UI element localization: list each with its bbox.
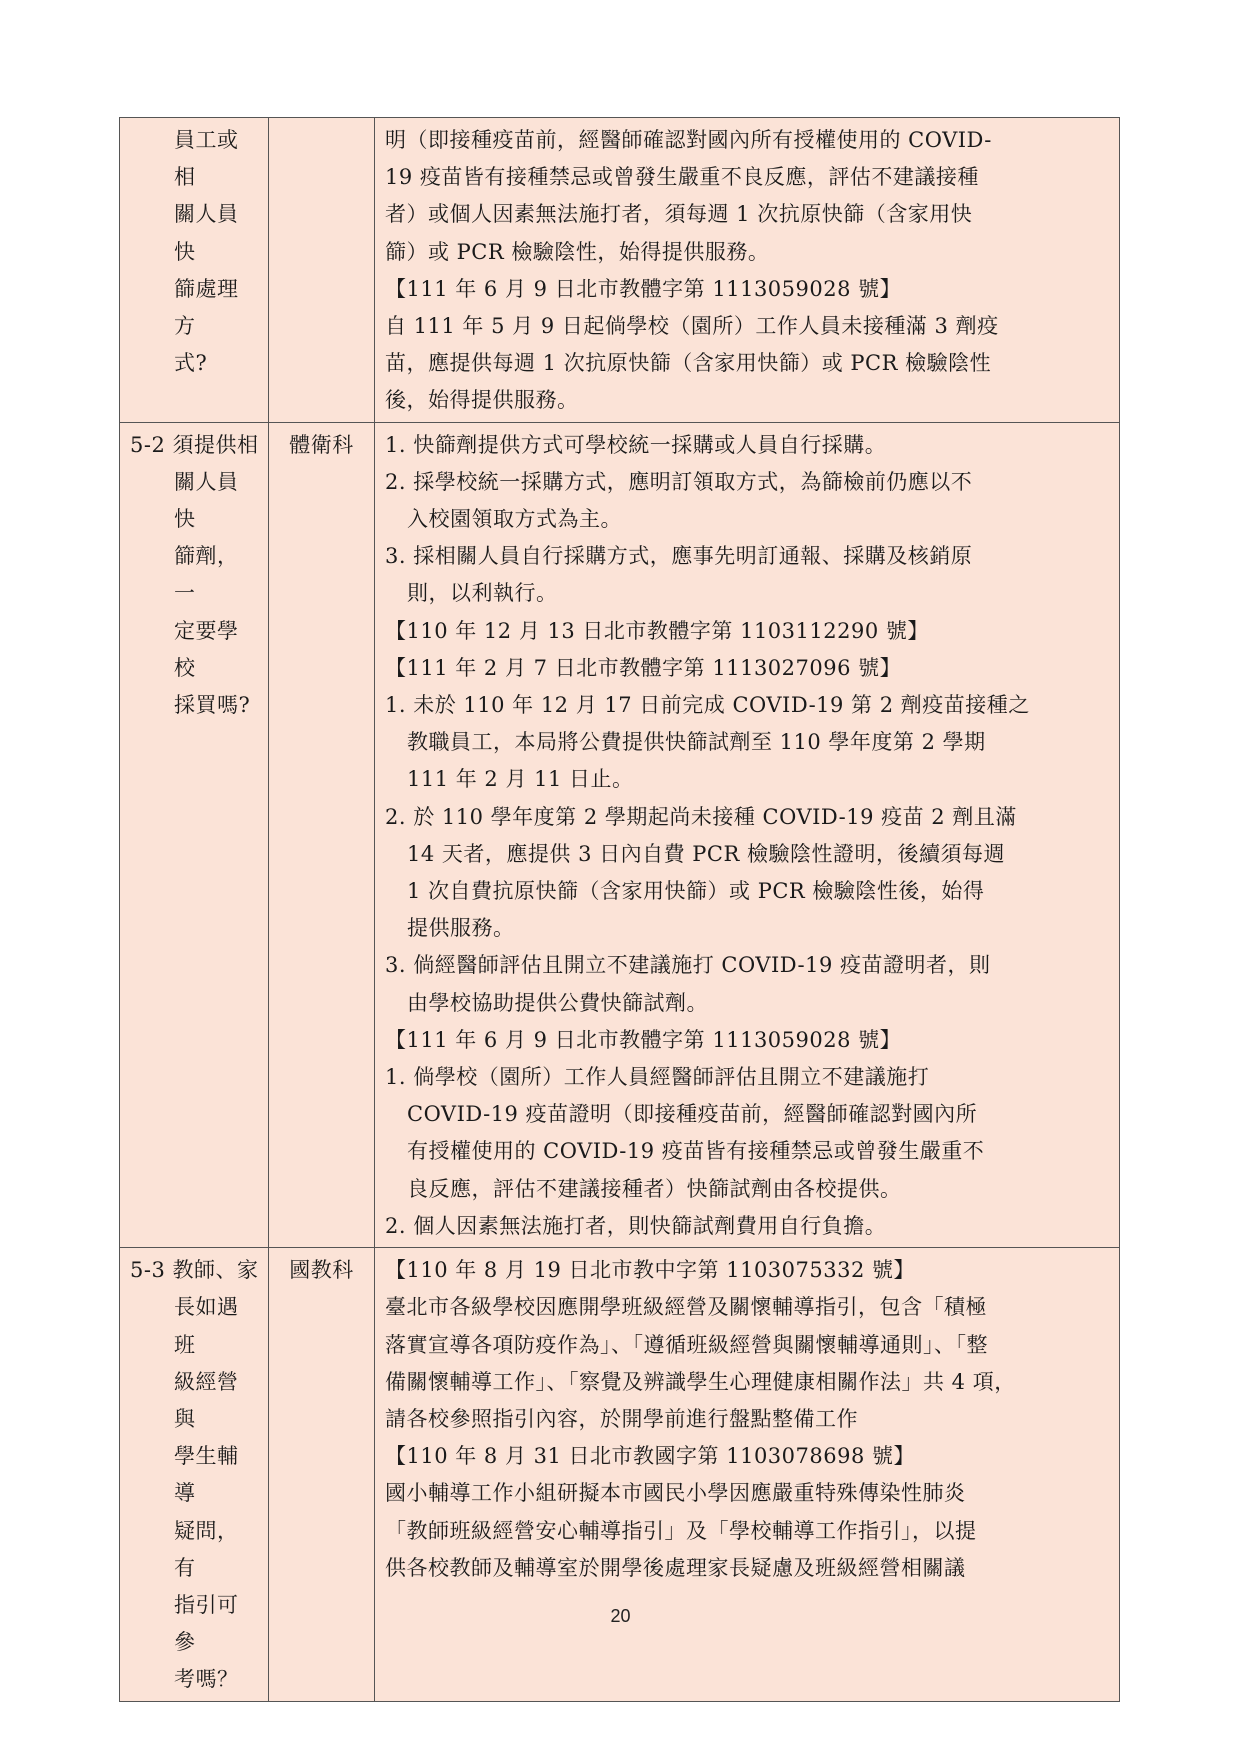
question-line: 關人員快 bbox=[174, 469, 239, 532]
answer-cell bbox=[375, 1248, 1120, 1701]
answer-line: 入校園領取方式為主。 bbox=[407, 507, 622, 532]
answer-line: 篩）或 PCR 檢驗陰性，始得提供服務。 bbox=[385, 239, 770, 264]
answer-line: 【111 年 6 月 9 日北市教體字第 1113059028 號】 bbox=[385, 276, 902, 301]
page-number: 20 bbox=[610, 1606, 631, 1626]
question-line: 5-3 教師、家 bbox=[130, 1258, 259, 1283]
question-line: 5-2 須提供相 bbox=[130, 432, 259, 457]
answer-line: COVID-19 疫苗證明（即接種疫苗前，經醫師確認對國內所 bbox=[407, 1102, 978, 1127]
question-line: 學生輔導 bbox=[174, 1444, 239, 1506]
answer-line: 【111 年 6 月 9 日北市教體字第 1113059028 號】 bbox=[385, 1027, 902, 1052]
answer-line: 111 年 2 月 11 日止。 bbox=[407, 767, 634, 792]
question-cell bbox=[120, 118, 269, 423]
answer-line: 3. 採相關人員自行採購方式，應事先明訂通報、採購及核銷原 bbox=[385, 544, 973, 569]
question-line: 指引可參 bbox=[174, 1592, 239, 1655]
question-line: 考嗎？ bbox=[174, 1667, 239, 1692]
answer-line: 教職員工，本局將公費提供快篩試劑至 110 學年度第 2 學期 bbox=[407, 730, 986, 755]
answer-line: 14 天者，應提供 3 日內自費 PCR 檢驗陰性證明，後續須每週 bbox=[407, 841, 1005, 866]
unit-cell bbox=[269, 118, 375, 423]
answer-line: 由學校協助提供公費快篩試劑。 bbox=[407, 990, 708, 1015]
question-line: 篩處理方 bbox=[174, 276, 239, 339]
table-row bbox=[120, 1248, 1120, 1701]
question-cell bbox=[120, 1248, 269, 1701]
answer-line: 【110 年 8 月 19 日北市教中字第 1103075332 號】 bbox=[385, 1258, 915, 1283]
answer-cell bbox=[375, 118, 1120, 423]
question-line: 定要學校 bbox=[174, 618, 239, 680]
answer-line: 2. 採學校統一採購方式，應明訂領取方式，為篩檢前仍應以不 bbox=[385, 469, 973, 494]
question-line: 長如遇班 bbox=[174, 1295, 239, 1357]
question-cell bbox=[120, 422, 269, 1247]
answer-line: 備關懷輔導工作」、「察覺及辨識學生心理健康相關作法」共 4 項， bbox=[385, 1369, 1016, 1394]
answer-line: 則，以利執行。 bbox=[407, 581, 558, 606]
answer-line: 19 疫苗皆有接種禁忌或曾發生嚴重不良反應，評估不建議接種 bbox=[385, 165, 979, 190]
answer-cell bbox=[375, 422, 1120, 1247]
answer-line: 提供服務。 bbox=[407, 916, 515, 941]
answer-line: 供各校教師及輔導室於開學後處理家長疑慮及班級經營相關議 bbox=[385, 1555, 966, 1580]
faq-table bbox=[119, 117, 1120, 1702]
answer-line: 自 111 年 5 月 9 日起倘學校（園所）工作人員未接種滿 3 劑疫 bbox=[385, 314, 999, 339]
question-line: 式? bbox=[174, 351, 208, 376]
answer-line: 1 次自費抗原快篩（含家用快篩）或 PCR 檢驗陰性後，始得 bbox=[407, 879, 985, 904]
question-line: 篩劑，一 bbox=[174, 544, 239, 606]
answer-line: 【110 年 12 月 13 日北市教體字第 1103112290 號】 bbox=[385, 618, 929, 643]
answer-line: 「教師班級經營安心輔導指引」及「學校輔導工作指引」，以提 bbox=[385, 1518, 977, 1543]
answer-line: 1. 倘學校（園所）工作人員經醫師評估且開立不建議施打 bbox=[385, 1065, 930, 1090]
answer-line: 者）或個人因素無法施打者，須每週 1 次抗原快篩（含家用快 bbox=[385, 202, 973, 227]
answer-line: 苗，應提供每週 1 次抗原快篩（含家用快篩）或 PCR 檢驗陰性 bbox=[385, 351, 992, 376]
answer-line: 【110 年 8 月 31 日北市教國字第 1103078698 號】 bbox=[385, 1444, 915, 1469]
answer-line: 1. 未於 110 年 12 月 17 日前完成 COVID-19 第 2 劑疫苗接種之 bbox=[385, 693, 1030, 718]
question-line: 關人員快 bbox=[174, 202, 239, 264]
answer-line: 後，始得提供服務。 bbox=[385, 388, 579, 413]
answer-line: 明（即接種疫苗前，經醫師確認對國內所有授權使用的 COVID- bbox=[385, 128, 992, 152]
answer-line: 請各校參照指引內容，於開學前進行盤點整備工作 bbox=[385, 1406, 858, 1431]
question-line: 員工或相 bbox=[174, 128, 239, 190]
table-row bbox=[120, 118, 1120, 423]
answer-line: 1. 快篩劑提供方式可學校統一採購或人員自行採購。 bbox=[385, 432, 887, 457]
question-line: 級經營與 bbox=[174, 1369, 239, 1431]
answer-line: 【111 年 2 月 7 日北市教體字第 1113027096 號】 bbox=[385, 655, 902, 680]
answer-line: 落實宣導各項防疫作為」、「遵循班級經營與關懷輔導通則」、「整 bbox=[385, 1332, 988, 1357]
unit-label: 國教科 bbox=[289, 1258, 354, 1283]
answer-line: 良反應，評估不建議接種者）快篩試劑由各校提供。 bbox=[407, 1176, 902, 1201]
unit-label: 體衛科 bbox=[289, 432, 354, 457]
answer-line: 2. 個人因素無法施打者，則快篩試劑費用自行負擔。 bbox=[385, 1213, 887, 1238]
answer-line: 2. 於 110 學年度第 2 學期起尚未接種 COVID-19 疫苗 2 劑且滿 bbox=[385, 804, 1017, 829]
answer-line: 3. 倘經醫師評估且開立不建議施打 COVID-19 疫苗證明者，則 bbox=[385, 953, 991, 978]
question-line: 採買嗎? bbox=[174, 693, 251, 718]
answer-line: 國小輔導工作小組研擬本市國民小學因應嚴重特殊傳染性肺炎 bbox=[385, 1481, 966, 1506]
table-row bbox=[120, 422, 1120, 1247]
answer-line: 有授權使用的 COVID-19 疫苗皆有接種禁忌或曾發生嚴重不 bbox=[407, 1139, 985, 1164]
unit-cell bbox=[269, 1248, 375, 1701]
unit-cell bbox=[269, 422, 375, 1247]
question-line: 疑問，有 bbox=[174, 1518, 239, 1580]
answer-line: 臺北市各級學校因應開學班級經營及關懷輔導指引，包含「積極 bbox=[385, 1295, 987, 1320]
